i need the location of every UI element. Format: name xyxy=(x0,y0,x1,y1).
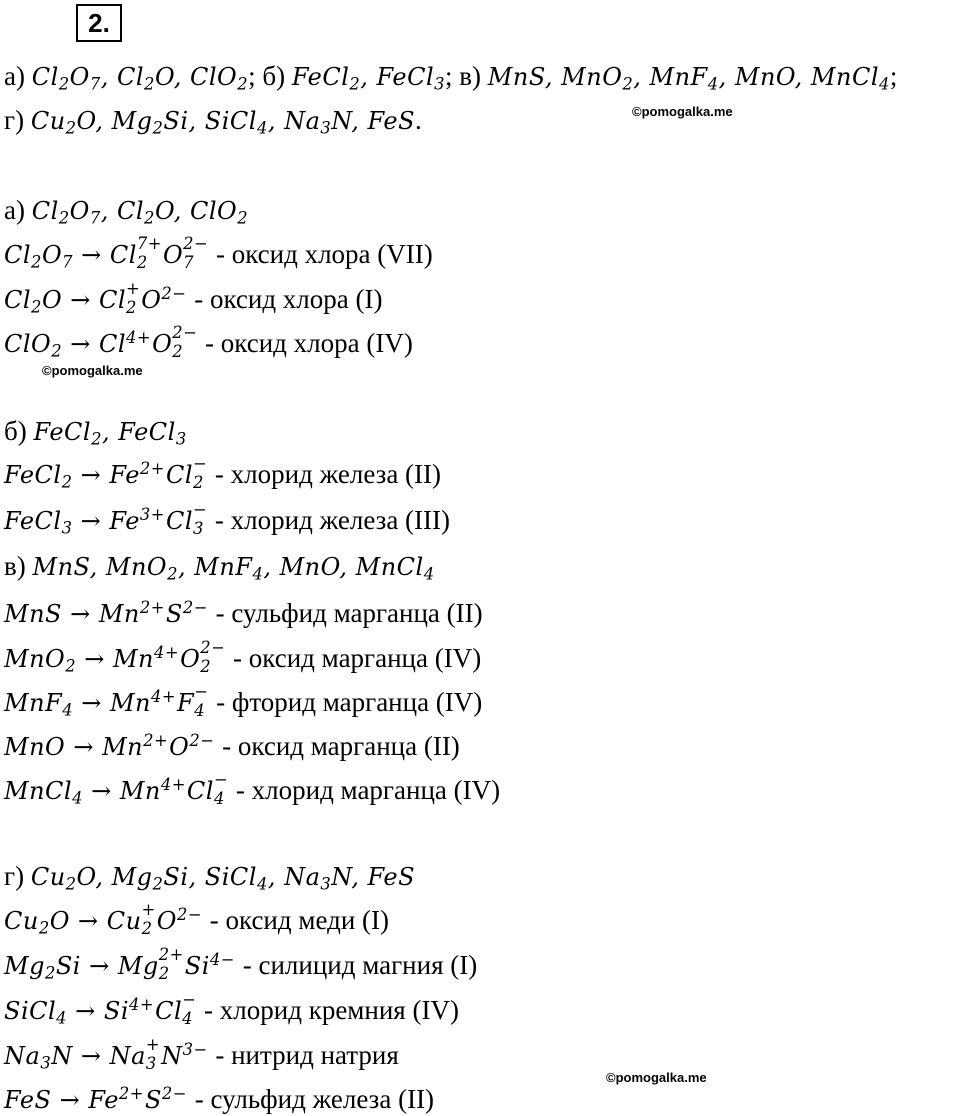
formula-line: SiCl$_4$ → $Si^{4+}Cl$ − 4 - хлорид кремния (IV) xyxy=(4,990,459,1028)
watermark: ©pomogalka.me xyxy=(606,1070,707,1085)
watermark: ©pomogalka.me xyxy=(632,104,733,119)
formula-line: FeCl$_2$ → $Fe^{2+}Cl$ − 2 - хлорид железа (II) xyxy=(4,454,442,492)
formula-line: $Cl_2O \to Cl$ + 2 $O^{2-}$ - оксид хлора (I) xyxy=(4,279,383,317)
formula-line: $Mg_2Si \to Mg$ 2+ 2 $Si^{4-}$ - силицид магния (I) xyxy=(4,945,478,983)
formula-line: $ClO_2 \to Cl^{4+}O$ 2− 2 - оксид хлора (IV) xyxy=(4,323,413,361)
formula-line: FeS → $Fe^{2+}S^{2-}$ - сульфид железа (II) xyxy=(4,1084,435,1114)
formula-line: $Cu_2O \to Cu$ + 2 $O^{2-}$ - оксид меди (I) xyxy=(4,900,389,938)
formula-line: MnCl$_4$ → $Mn^{4+}Cl$ − 4 - хлорид марганца (IV) xyxy=(4,770,501,808)
section-g-header: г) $Cu_2O$, $Mg_2Si$, SiCl$_4$, $Na_3N$, FeS xyxy=(4,861,416,894)
task-number: 2. xyxy=(76,4,122,42)
section-b-header: б) FeCl$_2$, FeCl$_3$ xyxy=(4,416,187,449)
watermark: ©pomogalka.me xyxy=(42,363,143,378)
formula-line: FeCl$_3$ → $Fe^{3+}Cl$ − 3 - хлорид железа (III) xyxy=(4,500,451,538)
formula-line: $Cl_2O_7 \to Cl$ 7+ 2 O 2− 7 - оксид хлора (VII) xyxy=(4,234,433,272)
formula-line: $MnO_2 \to Mn^{4+}O$ 2− 2 - оксид марганца (IV) xyxy=(4,638,482,676)
intro-line-1: а) $Cl_2O_7$, $Cl_2O$, ClO$_2$; б) FeCl$_2$, FeCl$_3$; в) MnS, MnO$_2$, MnF$_4$, MnO, MnCl$_4$; xyxy=(4,61,898,94)
section-a-header: а) $Cl_2O_7$, $Cl_2O$, ClO$_2$ xyxy=(4,195,249,228)
section-v-header: в) MnS, MnO$_2$, MnF$_4$, MnO, MnCl$_4$ xyxy=(4,551,435,584)
formula-line: $MnF_4 \to Mn^{4+}F$ − 4 - фторид марганца (IV) xyxy=(4,682,483,720)
formula-line: $Na_3N \to Na$ + 3 $N^{3-}$ - нитрид натрия xyxy=(4,1035,399,1073)
formula-line: MnO → $Mn^{2+}O^{2-}$ - оксид марганца (II) xyxy=(4,731,460,761)
intro-line-2: г) $Cu_2O$, $Mg_2Si$, SiCl$_4$, $Na_3N$, FeS. xyxy=(4,105,422,138)
formula-line: MnS → $Mn^{2+}S^{2-}$ - сульфид марганца (II) xyxy=(4,598,483,628)
